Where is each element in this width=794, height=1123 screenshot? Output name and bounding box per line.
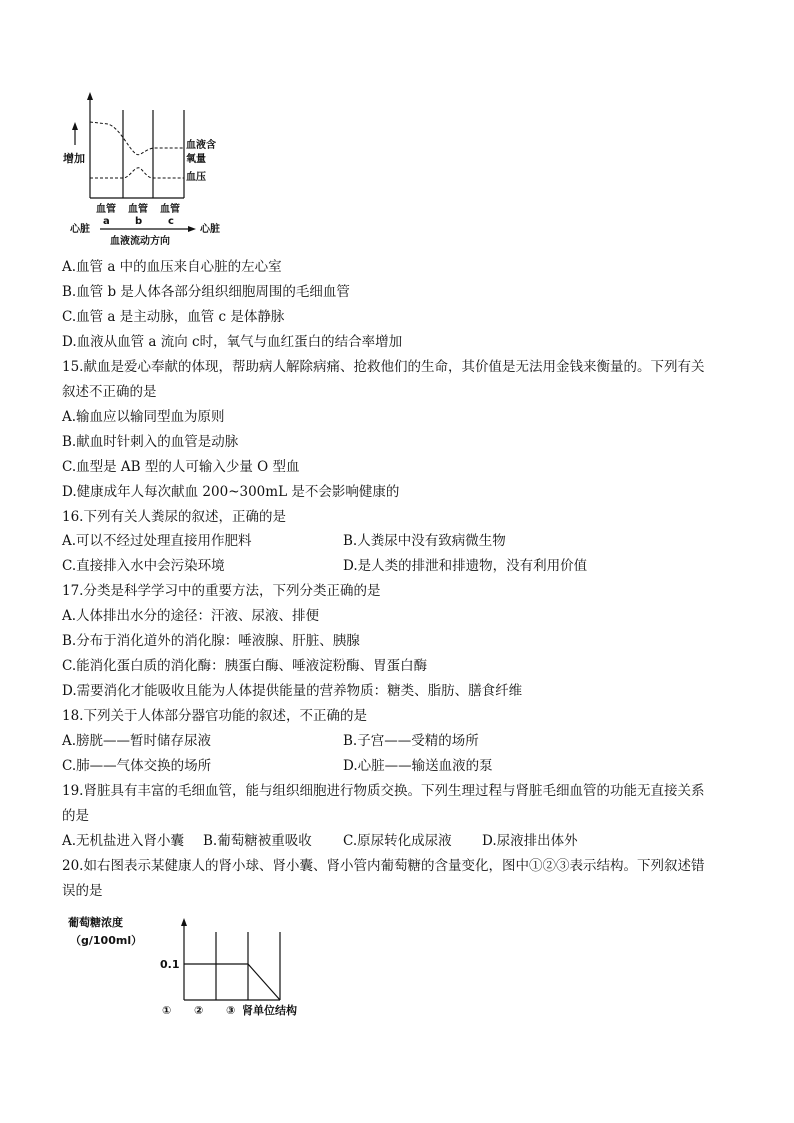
legend-oxygen-1: 血液含 <box>186 140 216 151</box>
q16-option-b: B.人粪尿中没有致病微生物 <box>343 533 506 549</box>
q14-option-c: C.血管 a 是主动脉，血管 c 是体静脉 <box>62 309 285 325</box>
glucose-x-label: 肾单位结构 <box>242 1004 297 1017</box>
left-heart-label: 心脏 <box>70 224 90 235</box>
glucose-diagram <box>68 912 328 1022</box>
flow-direction-label: 血液流动方向 <box>110 236 170 247</box>
q15-option-d: D.健康成年人每次献血 200~300mL 是不会影响健康的 <box>62 484 400 500</box>
q16-option-d: D.是人类的排泄和排遗物，没有利用价值 <box>343 558 588 574</box>
q19-option-d: D.尿液排出体外 <box>482 833 578 849</box>
q19-stem-2: 的是 <box>62 808 89 824</box>
q18-stem: 18.下列关于人体部分器官功能的叙述，不正确的是 <box>62 708 367 724</box>
q19-option-a: A.无机盐进入肾小囊 <box>62 833 185 849</box>
vessel-b-label: 血管 <box>128 204 148 215</box>
q18-option-c: C.肺——气体交换的场所 <box>62 758 212 774</box>
q17-option-c: C.能消化蛋白质的消化酶：胰蛋白酶、唾液淀粉酶、胃蛋白酶 <box>62 658 428 674</box>
legend-pressure: 血压 <box>186 172 206 183</box>
q17-option-b: B.分布于消化道外的消化腺：唾液腺、肝脏、胰腺 <box>62 633 360 649</box>
vessel-a-label: 血管 <box>96 204 116 215</box>
structure-2-label: ② <box>194 1004 204 1017</box>
q20-stem-2: 误的是 <box>62 883 103 899</box>
glucose-y-axis-arrow <box>181 918 187 926</box>
q15-stem-1: 15.献血是爱心奉献的体现，帮助病人解除病痛、抢救他们的生命，其价值是无法用金钱来衡量的。下列有关 <box>62 359 705 375</box>
q18-option-d: D.心脏——输送血液的泵 <box>343 758 493 774</box>
q15-stem-2: 叙述不正确的是 <box>62 384 157 400</box>
q20-stem-1: 20.如右图表示某健康人的肾小球、肾小囊、肾小管内葡萄糖的含量变化，图中①②③表示结构。下列叙述错 <box>62 858 705 874</box>
blood-vessel-diagram <box>60 90 240 250</box>
q16-option-a: A.可以不经过处理直接用作肥料 <box>62 533 252 549</box>
glucose-y-label-1: 葡萄糖浓度 <box>68 916 123 929</box>
q14-option-b: B.血管 b 是人体各部分组织细胞周围的毛细血管 <box>62 284 350 300</box>
legend-oxygen-2: 氧量 <box>186 154 206 165</box>
vessel-c-letter: c <box>168 216 174 227</box>
right-heart-label: 心脏 <box>200 224 220 235</box>
q17-option-d: D.需要消化才能吸收且能为人体提供能量的营养物质：糖类、脂肪、膳食纤维 <box>62 683 523 699</box>
vessel-b-letter: b <box>135 216 143 227</box>
q17-stem: 17.分类是科学学习中的重要方法，下列分类正确的是 <box>62 583 381 599</box>
q15-option-c: C.血型是 AB 型的人可输入少量 O 型血 <box>62 459 300 475</box>
structure-3-label: ③ <box>226 1004 236 1017</box>
q14-option-a: A.血管 a 中的血压来自心脏的左心室 <box>62 259 282 275</box>
q15-option-b: B.献血时针刺入的血管是动脉 <box>62 434 239 450</box>
y-axis-arrow <box>87 92 93 100</box>
oxygen-curve <box>90 122 184 155</box>
structure-1-label: ① <box>162 1004 172 1017</box>
q19-option-c: C.原尿转化成尿液 <box>343 833 452 849</box>
q16-option-c: C.直接排入水中会污染环境 <box>62 558 225 574</box>
q17-option-a: A.人体排出水分的途径：汗液、尿液、排便 <box>62 608 320 624</box>
q14-option-d: D.血液从血管 a 流向 c时，氧气与血红蛋白的结合率增加 <box>62 334 403 350</box>
y-label: 增加 <box>63 152 85 165</box>
vessel-c-label: 血管 <box>160 204 180 215</box>
flow-arrow-head <box>188 226 196 232</box>
q15-option-a: A.输血应以输同型血为原则 <box>62 409 225 425</box>
q18-option-b: B.子宫——受精的场所 <box>343 733 479 749</box>
q19-stem-1: 19.肾脏具有丰富的毛细血管，能与组织细胞进行物质交换。下列生理过程与肾脏毛细血管的功能无直接关系 <box>62 783 705 799</box>
glucose-y-label-2: （g/100ml） <box>70 934 143 947</box>
q19-option-b: B.葡萄糖被重吸收 <box>203 833 312 849</box>
glucose-curve <box>184 964 280 1000</box>
vessel-a-letter: a <box>103 216 110 227</box>
pressure-curve <box>90 168 184 178</box>
q18-option-a: A.膀胱——暂时储存尿液 <box>62 733 212 749</box>
q16-stem: 16.下列有关人粪尿的叙述，正确的是 <box>62 509 286 525</box>
glucose-y-tick: 0.1 <box>160 958 180 971</box>
increase-arrow-head <box>72 122 78 130</box>
